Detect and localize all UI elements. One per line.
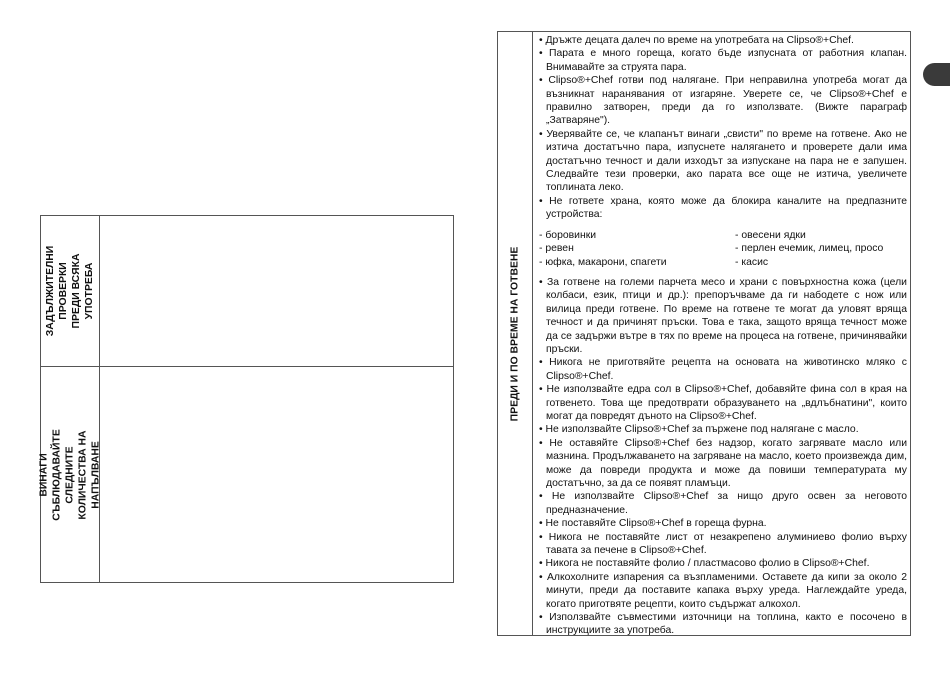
bullet-item: • Уверявайте се, че клапанът винаги „свисти" по време на готвене. Ако не изтича достатъчно пара, изпуснете налягането и проверете дали има достатъчно течност и дали изходът за изпускане на пара не е запушен. Следвайте тези проверки, ако парата все още не изтича, увеличете топлината леко. (539, 128, 907, 194)
mandatory-checks-label: ЗАДЪЛЖИТЕЛНИ ПРОВЕРКИ ПРЕДИ ВСЯКА УПОТРЕБА (45, 245, 95, 337)
bullet-item: • Дръжте децата далеч по време на употребата на Clipso®+Chef. (539, 35, 854, 46)
food-list-item: - ревен (539, 243, 574, 255)
right-table (497, 31, 911, 636)
mandatory-checks-label-cell (41, 216, 100, 366)
fill-quantities-row (38, 367, 453, 583)
bullet-item: • Никога не поставяйте лист от незакрепено алуминиево фолио върху тавата за печене в Clipso®+Chef. (539, 531, 907, 557)
bullet-item: • Не гответе храна, която може да блокира каналите на предпазните устройства: (539, 195, 907, 221)
page-edge-tab (923, 63, 950, 86)
bullet-item: • Никога не приготвяйте рецепта на основата на животинско мляко с Clipso®+Chef. (539, 357, 907, 382)
fill-quantities-label-cell (38, 367, 102, 583)
bullet-item: • Не използвайте Clipso®+Chef за нищо друго освен за неговото предназначение. (539, 491, 907, 516)
bullet-item: • Използвайте съвместими източници на топлина, както е посочено в инструкциите за употреба. (539, 612, 907, 637)
left-table (40, 215, 454, 583)
bullet-item: • Не поставяйте Clipso®+Chef в гореща фурна. (539, 518, 767, 530)
mandatory-checks-row (41, 216, 453, 367)
bullet-item: • За готвене на големи парчета месо и храни с повърхностна кожа (цели колбаси, език, птици и др.): препоръчваме да ги набодете с нож или вилица преди готвене. По време на готвене те могат да уловят вряща течност и да причинят пръски. Това е така, защото вряща течност може да се задържи вътре в тях по време на процеса на готвене, причинявайки пръски. (539, 276, 907, 355)
food-list-item: - перлен ечемик, лимец, просо (735, 243, 884, 255)
before-during-cooking-label-cell (498, 32, 533, 635)
bullet-item: • Не оставяйте Clipso®+Chef без надзор, когато загрявате масло или мазнина. Продължаването на загряване на масло, което произвежда дим, може да повреди продукта и може да повиши температурата му достатъчно, за да се появят пламъци. (539, 437, 907, 489)
bullet-item: • Clipso®+Chef готви под налягане. При неправилна употреба могат да възникнат наранявания от изгаряне. Уверете се, че Clipso®+Chef е правилно затворен, преди да го използвате. (Вижте параграф „Затваряне"). (539, 75, 907, 127)
bullet-item: • Не използвайте едра сол в Clipso®+Chef, добавяйте фина сол в края на готвенето. Това ще предотврати образуването на „вдлъбнатини", които могат да повредят дъното на Clipso®+Chef. (539, 384, 907, 422)
food-list-item: - касис (735, 256, 769, 268)
food-list-item: - овесени ядки (735, 229, 806, 241)
before-during-cooking-label: ПРЕДИ И ПО ВРЕМЕ НА ГОТВЕНЕ (509, 246, 521, 421)
fill-quantities-label: ВИНАГИ СЪБЛЮДАВАЙТЕ СЛЕДНИТЕ КОЛИЧЕСТВА НА НАПЪЛВАНЕ (38, 429, 102, 521)
bullet-item: • Парата е много гореща, когато бъде изпусната от работния клапан. Внимавайте за струята пара. (539, 48, 907, 73)
safety-instructions (539, 34, 907, 638)
bullet-item: • Никога не поставяйте фолио / пластмасово фолио в Clipso®+Chef. (539, 558, 870, 570)
food-list-item: - боровинки (539, 229, 597, 241)
food-list-item: - юфка, макарони, спагети (539, 256, 667, 268)
bullet-item: • Алкохолните изпарения са възпламеними. Оставете да кипи за около 2 минути, преди да поставите капака върху уреда. Наглеждайте уреда, когато приготвяте рецепти, които съдържат алкохол. (539, 571, 907, 610)
food-list (539, 229, 907, 269)
bullets-top (539, 34, 907, 222)
bullet-item: • Не използвайте Clipso®+Chef за пържене под налягане с масло. (539, 424, 859, 436)
bullets-bottom (539, 276, 907, 638)
